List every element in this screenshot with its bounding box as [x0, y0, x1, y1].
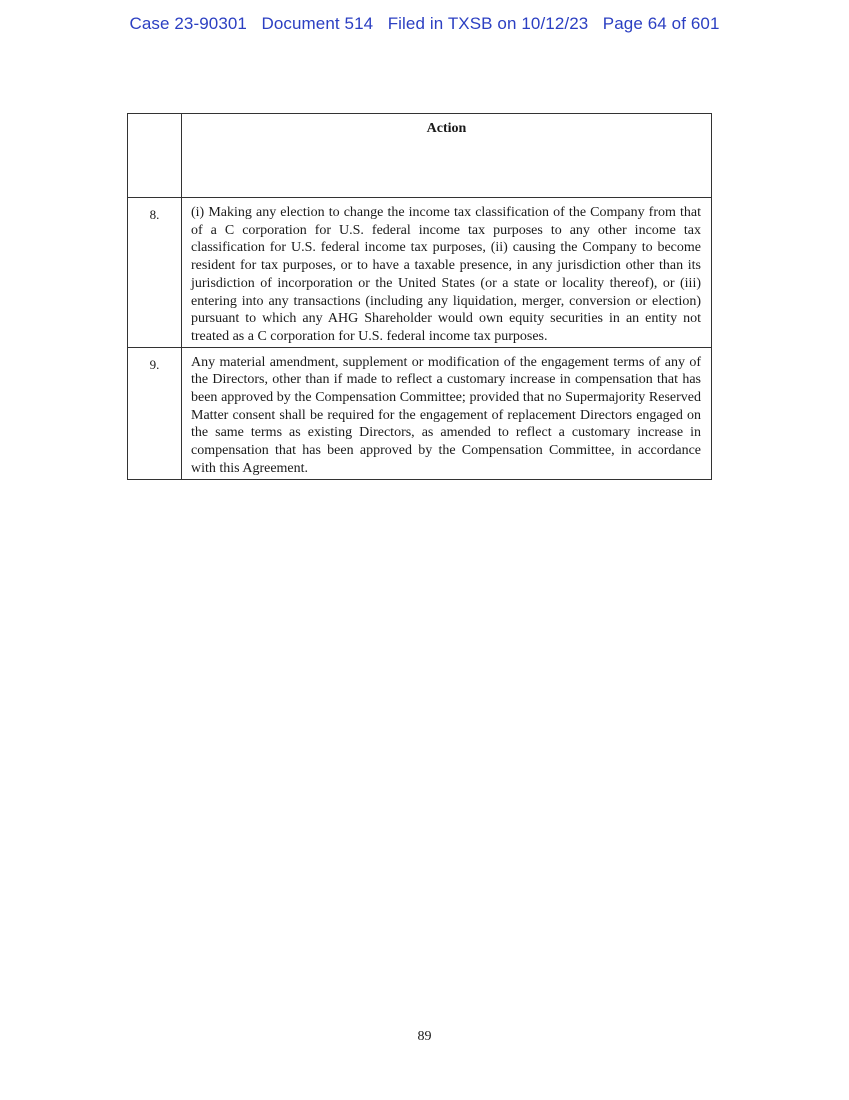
row-number: 8.: [128, 198, 182, 348]
action-column-header-label: Action: [426, 121, 467, 136]
table-row: [128, 347, 712, 479]
row-action-text: Any material amendment, supplement or modification of the engagement terms of any of the Directors, other than if made to reflect a customary increase in compensation that has been approved by the Compensation Committee; provided that no Supermajority Reserved Matter consent shall be required for the engagement of replacement Directors engaged on the same terms as existing Directors, as amended to reflect a customary increase in compensation that has been approved by the Compensation Committee, in accordance with this Agreement.: [182, 347, 712, 479]
row-action-text: (i) Making any election to change the income tax classification of the Company from that of a C corporation for U.S. federal income tax purposes to any other income tax classification for U.S. federal income tax purposes, (ii) causing the Company to become resident for tax purposes, or to have a taxable presence, in any jurisdiction other than its jurisdiction of incorporation or the United States (or a state or locality thereof), or (iii) entering into any transactions (including any liquidation, merger, conversion or election) pursuant to which any AHG Shareholder would own equity securities in an entity not treated as a C corporation for U.S. federal income tax purposes.: [182, 198, 712, 348]
action-column-header: [182, 114, 712, 198]
table-header-row: [128, 114, 712, 198]
page-number: 89: [417, 1029, 432, 1044]
court-filing-header: Case 23-90301 Document 514 Filed in TXSB on 10/12/23 Page 64 of 601: [129, 14, 720, 33]
action-table: [127, 113, 712, 480]
row-number: 9.: [128, 347, 182, 479]
table-row: [128, 198, 712, 348]
number-column-header: [128, 114, 182, 198]
